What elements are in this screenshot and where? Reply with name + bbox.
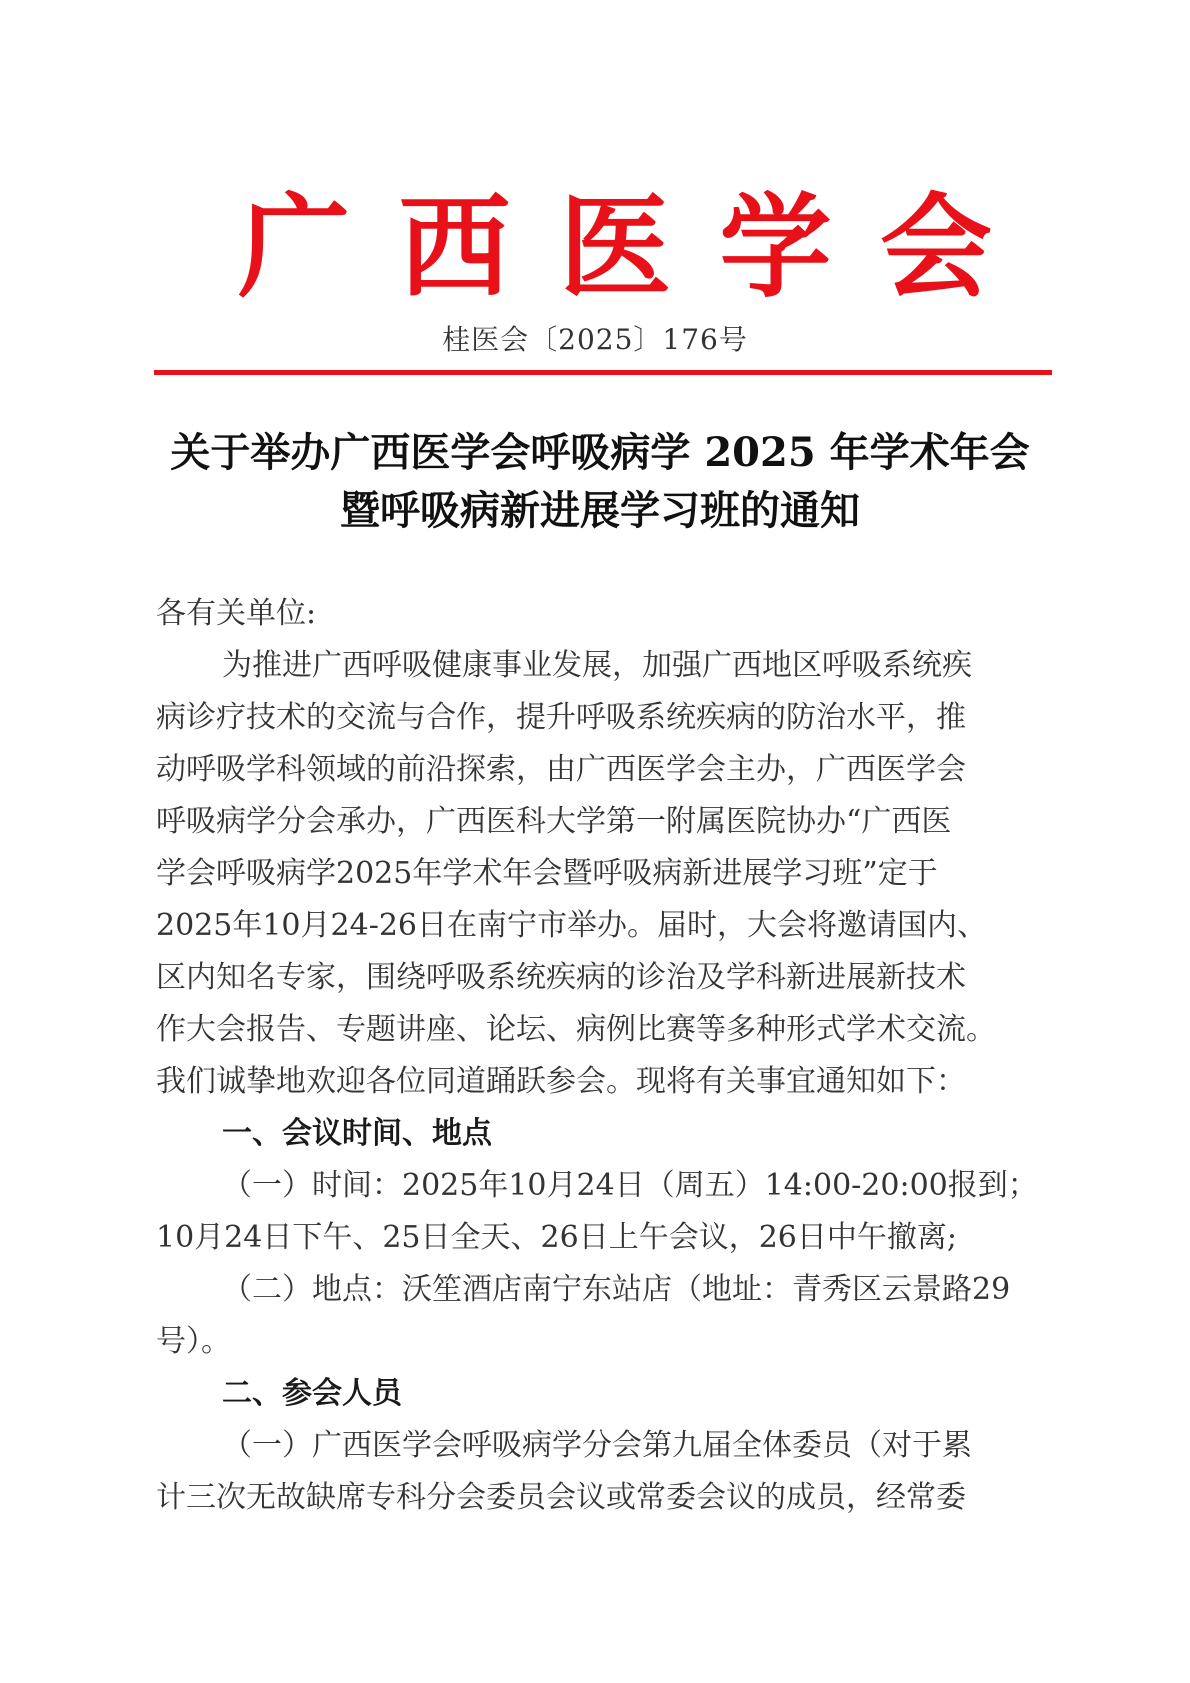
org-char-5: 会 <box>880 182 992 313</box>
organization-title <box>152 182 1052 313</box>
org-char-2: 西 <box>398 182 511 313</box>
section-2-heading: 二、参会人员 <box>222 1376 402 1411</box>
document-title <box>140 424 1060 540</box>
paragraph-line: 2025年10月24-26日在南宁市举办。届时，大会将邀请国内、 <box>156 908 988 943</box>
title-line-1: 关于举办广西医学会呼吸病学 2025 年学术年会 <box>170 429 1030 476</box>
document-body <box>156 588 1056 1524</box>
paragraph-line: 动呼吸学科领域的前沿探索，由广西医学会主办，广西医学会 <box>156 752 966 787</box>
paragraph-line: 作大会报告、专题讲座、论坛、病例比赛等多种形式学术交流。 <box>156 1012 996 1047</box>
org-char-1: 广 <box>238 182 350 313</box>
section-1-time-line: 10月24日下午、25日全天、26日上午会议，26日中午撤离; <box>156 1220 957 1255</box>
org-char-3: 医 <box>559 182 671 313</box>
red-divider <box>154 370 1052 375</box>
section-1-time-line: （一）时间：2025年10月24日（周五）14:00-20:00报到； <box>222 1168 1038 1203</box>
paragraph-line: 区内知名专家，围绕呼吸系统疾病的诊治及学科新进展新技术 <box>156 960 966 995</box>
section-1-heading: 一、会议时间、地点 <box>222 1116 492 1151</box>
paragraph-line: 呼吸病学分会承办，广西医科大学第一附属医院协办“广西医 <box>156 804 952 839</box>
document-number: 桂医会〔2025〕176号 <box>442 323 748 356</box>
paragraph-line: 病诊疗技术的交流与合作，提升呼吸系统疾病的防治水平，推 <box>156 700 966 735</box>
paragraph-line: 我们诚挚地欢迎各位同道踊跃参会。现将有关事宜通知如下： <box>156 1064 966 1099</box>
paragraph-line: 学会呼吸病学2025年学术年会暨呼吸病新进展学习班”定于 <box>156 856 938 891</box>
title-line-2: 暨呼吸病新进展学习班的通知 <box>340 487 860 534</box>
salutation: 各有关单位: <box>156 596 317 631</box>
section-1-place-line: 号）。 <box>156 1324 231 1359</box>
section-2-line: 计三次无故缺席专科分会委员会议或常委会议的成员，经常委 <box>156 1480 966 1515</box>
org-char-4: 学 <box>719 182 832 313</box>
section-1-place-line: （二）地点：沃笙酒店南宁东站店（地址：青秀区云景路29 <box>222 1272 1011 1307</box>
paragraph-line: 为推进广西呼吸健康事业发展，加强广西地区呼吸系统疾 <box>222 648 972 683</box>
section-2-line: （一）广西医学会呼吸病学分会第九届全体委员（对于累 <box>222 1428 972 1463</box>
